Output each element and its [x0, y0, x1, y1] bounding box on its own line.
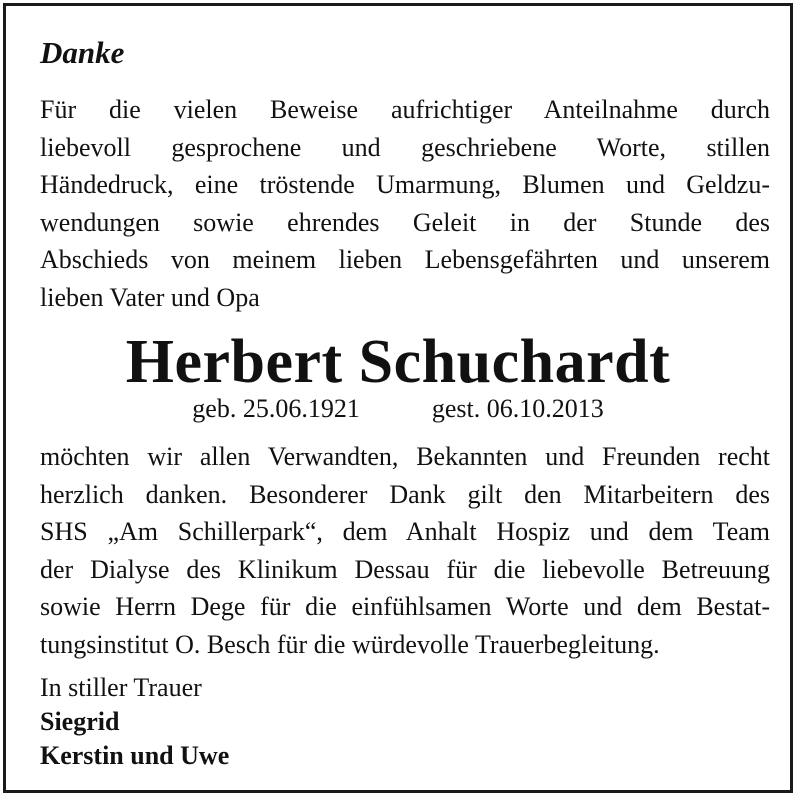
paragraph-line: liebevoll gesprochene und geschriebene Worte, stillen — [40, 132, 770, 162]
paragraph-line: sowie Herrn Dege für die einfühlsamen Worte und dem Bestat- — [40, 592, 770, 621]
death-date: gest. 06.10.2013 — [431, 394, 604, 423]
paragraph-line: herzlich danken. Besonderer Dank gilt den Mitarbeitern des — [40, 479, 770, 509]
paragraph-line: wendungen sowie ehrendes Geleit in der Stunde des — [40, 207, 770, 237]
signer-name: Siegrid — [40, 707, 120, 736]
paragraph-line: lieben Vater und Opa — [40, 282, 260, 312]
birth-date: geb. 25.06.1921 — [192, 394, 360, 423]
paragraph-line: SHS „Am Schillerpark“, dem Anhalt Hospiz und dem Team — [40, 517, 770, 546]
notice-frame — [3, 3, 793, 793]
paragraph-line: Für die vielen Beweise aufrichtiger Anteilnahme durch — [40, 95, 770, 124]
paragraph-line: der Dialyse des Klinikum Dessau für die liebevolle Betreuung — [40, 554, 770, 584]
closing-block — [40, 671, 229, 773]
closing-line: In stiller Trauer — [40, 673, 202, 702]
life-dates — [6, 392, 790, 426]
deceased-name: Herbert Schuchardt — [125, 328, 671, 396]
paragraph-line: Händedruck, eine tröstende Umarmung, Blumen und Geldzu- — [40, 170, 770, 199]
thanks-paragraph — [40, 91, 770, 316]
gratitude-paragraph — [40, 438, 770, 663]
heading: Danke — [40, 35, 125, 70]
paragraph-line: Abschieds von meinem lieben Lebensgefährten und unserem — [40, 245, 770, 274]
paragraph-line: möchten wir allen Verwandten, Bekannten und Freunden recht — [40, 442, 770, 471]
paragraph-line: tungsinstitut O. Besch für die würdevolle Trauerbegleitung. — [40, 629, 660, 659]
signer-name: Kerstin und Uwe — [40, 741, 230, 770]
